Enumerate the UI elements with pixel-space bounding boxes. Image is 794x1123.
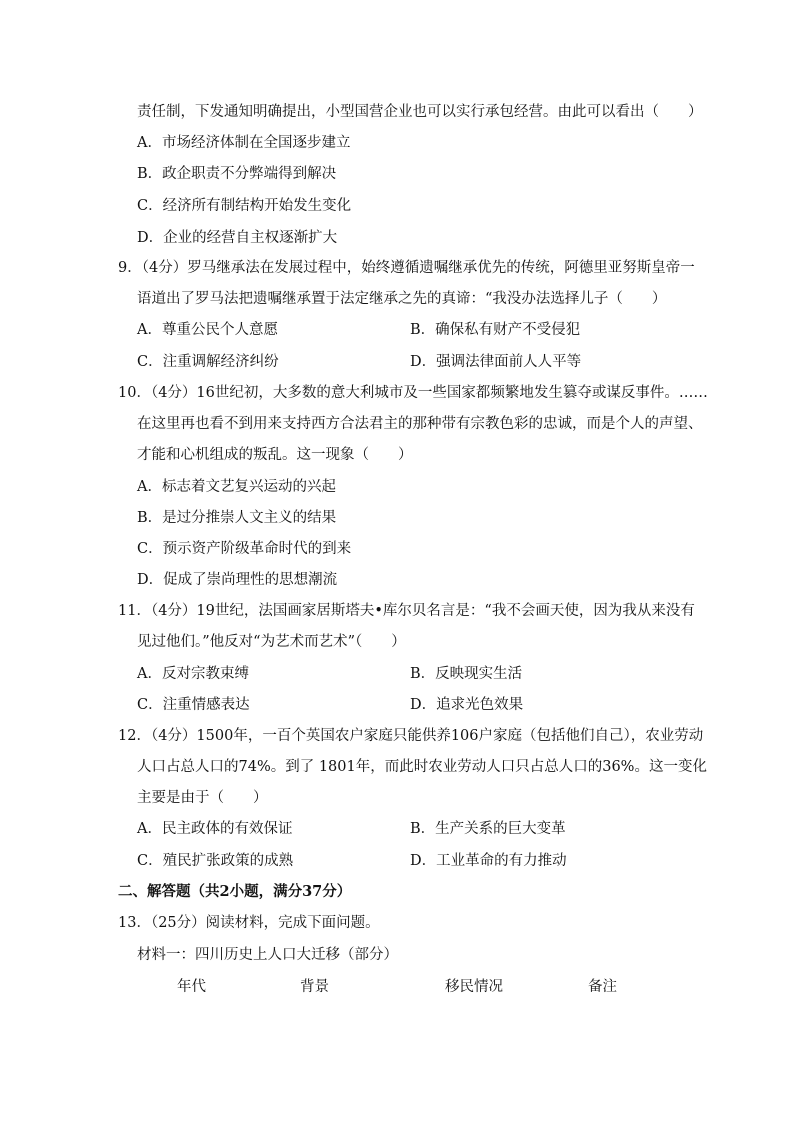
q12-option-a: A．民主政体的有效保证: [137, 821, 293, 837]
q9-option-a: A．尊重公民个人意愿: [137, 322, 278, 338]
q12-stem-line1: 12．（4分）1500年，一百个英国农户家庭只能供养106户家庭（包括他们自己），农业劳动: [118, 728, 704, 744]
q10-option-b: B．是过分推崇人文主义的结果: [137, 510, 337, 526]
q9-option-d: D．强调法律面前人人平等: [410, 354, 582, 370]
q11-option-b: B．反映现实生活: [410, 666, 523, 682]
q11-option-d: D．追求光色效果: [410, 697, 524, 713]
q11-stem-line2: 见过他们。”他反对“为艺术而艺术”（ ）: [137, 634, 406, 650]
q10-option-a: A．标志着文艺复兴运动的兴起: [137, 479, 336, 495]
q12-option-c: C．殖民扩张政策的成熟: [137, 853, 294, 869]
q13-stem: 13．（25分）阅读材料，完成下面问题。: [118, 915, 380, 931]
table-header-notes: 备注: [588, 979, 617, 995]
q10-option-d: D．促成了崇尚理性的思想潮流: [137, 572, 338, 588]
q10-stem-line1: 10．（4分）16世纪初，大多数的意大利城市及一些国家都频繁地发生篡夺或谋反事件。……: [118, 385, 708, 401]
q13-material-1-title: 材料一：四川历史上人口大迁移（部分）: [137, 947, 398, 963]
q9-stem-line2: 语道出了罗马法把遗嘱继承置于法定继承之先的真谛：“我没办法选择儿子（ ）: [137, 291, 667, 307]
q9-option-c: C．注重调解经济纠纷: [137, 354, 279, 370]
q8-option-b: B．政企职责不分弊端得到解决: [137, 166, 337, 182]
q11-stem-line1: 11．（4分）19世纪，法国画家居斯塔夫•库尔贝名言是：“我不会画天使，因为我从来没有: [118, 603, 695, 619]
table-header-migration: 移民情况: [445, 979, 503, 995]
q8-option-c: C．经济所有制结构开始发生变化: [137, 198, 352, 214]
q11-option-c: C．注重情感表达: [137, 697, 250, 713]
q11-option-a: A．反对宗教束缚: [137, 666, 249, 682]
q9-option-b: B．确保私有财产不受侵犯: [410, 322, 581, 338]
q12-option-d: D．工业革命的有力推动: [410, 853, 567, 869]
q10-stem-line2: 在这里再也看不到用来支持西方合法君主的那种带有宗教色彩的忠诚，而是个人的声望、: [137, 416, 703, 432]
q12-stem-line2: 人口占总人口的74%。到了 1801年，而此时农业劳动人口只占总人口的36%。这一变化: [137, 759, 707, 775]
q10-option-c: C．预示资产阶级革命时代的到来: [137, 541, 352, 557]
q8-option-d: D．企业的经营自主权逐渐扩大: [137, 230, 338, 246]
q12-stem-line3: 主要是由于（ ）: [137, 790, 268, 806]
table-header-era: 年代: [177, 979, 206, 995]
q8-option-a: A．市场经济体制在全国逐步建立: [137, 135, 351, 151]
table-header-background: 背景: [300, 979, 329, 995]
q10-stem-line3: 才能和心机组成的叛乱。这一现象（ ）: [137, 447, 413, 463]
q9-stem-line1: 9．（4分）罗马继承法在发展过程中，始终遵循遗嘱继承优先的传统，阿德里亚努斯皇帝一: [118, 260, 695, 276]
section-heading: 二、解答题（共2小题，满分37分）: [118, 883, 352, 900]
q12-option-b: B．生产关系的巨大变革: [410, 821, 566, 837]
q8-continuation: 责任制，下发通知明确提出，小型国营企业也可以实行承包经营。由此可以看出（ ）: [137, 104, 703, 120]
